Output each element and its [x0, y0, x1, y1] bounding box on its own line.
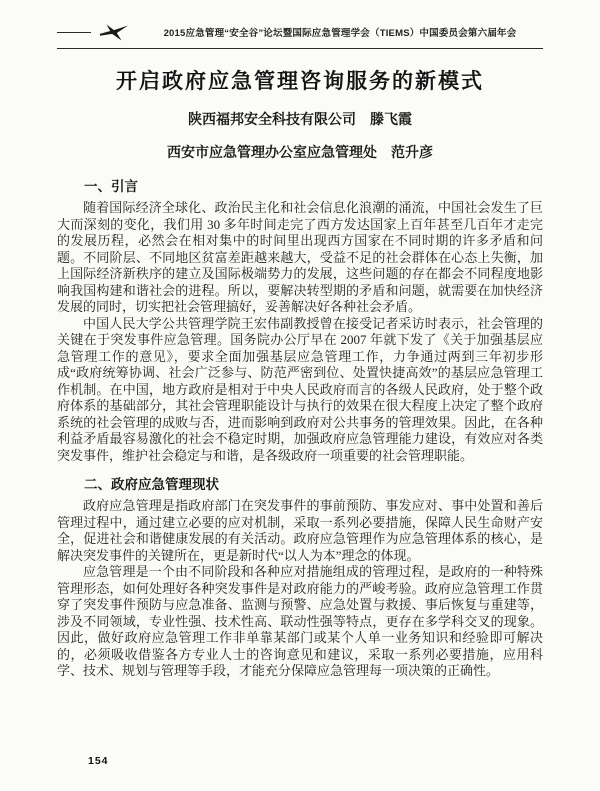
paper-title: 开启政府应急管理咨询服务的新模式 — [116, 70, 484, 93]
header-rule-left — [57, 32, 91, 33]
author-affiliation-1: 陕西福邦安全科技有限公司 滕飞霞 — [188, 111, 412, 127]
conference-name: 2015应急管理“安全谷”论坛暨国际应急管理学会（TIEMS）中国委员会第六届年会 — [163, 28, 517, 39]
section-heading-2: 二、政府应急管理现状 — [84, 477, 219, 492]
page-number: 154 — [88, 755, 109, 767]
page-header — [57, 22, 543, 49]
conference-logo-icon — [98, 22, 130, 42]
paragraph: 政府应急管理是指政府部门在突发事件的事前预防、事发应对、事中处置和善后管理过程中，通过建立必要的应对机制，采取一系列必要措施，保障人民生命财产安全，促进社会和谐健康发展的有关活动。政府应急管理作为应急管理体系的核心，是解决突发事件的关键所在，更是新时代“以人为本”理念的体现。 — [57, 498, 543, 563]
author-affiliation-2: 西安市应急管理办公室应急管理处 范升彦 — [167, 144, 433, 160]
paragraph: 随着国际经济全球化、政治民主化和社会信息化浪潮的涌流，中国社会发生了巨大而深刻的变化，我们用 30 多年时间走完了西方发达国家上百年甚至几百年才走完的发展历程，必然会在相对集中的时间里出现西方国家在不同时期的许多矛盾和问题。不同阶层、不同地区贫富差距越来越大，受益不足的社会群体在心态上失衡，加上国际经济新秩序的建立及国际极端势力的发展，这些问题的存在都会不同程度地影响我国构建和谐社会的进程。所以，要解决转型期的矛盾和问题，就需要在加快经济发展的同时，切实把社会管理搞好，妥善解决好各种社会矛盾。 — [57, 200, 543, 314]
section-heading-1: 一、引言 — [84, 179, 138, 194]
paragraph: 应急管理是一个由不同阶段和各种应对措施组成的管理过程，是政府的一种特殊管理形态，如何处理好各种突发事件是对政府能力的严峻考验。政府应急管理工作贯穿了突发事件预防与应急准备、监测与预警、应急处置与救援、事后恢复与重建等，涉及不同领域，专业性强、技术性高、联动性强等特点，更存在多学科交叉的现象。因此，做好政府应急管理工作非单靠某部门或某个人单一业务知识和经验即可解决的，必须吸收借鉴各方专业人士的咨询意见和建议，采取一系列必要措施，应用科学、技术、规划与管理等手段，才能充分保障应急管理每一项决策的正确性。 — [57, 564, 543, 678]
paragraph: 中国人民大学公共管理学院王宏伟副教授曾在接受记者采访时表示，社会管理的关键在于突发事件应急管理。国务院办公厅早在 2007 年就下发了《关于加强基层应急管理工作的意见》，要求全面加强基层应急管理工作，力争通过两到三年初步形成“政府统筹协调、社会广泛参与、防范严密到位、处置快捷高效”的基层应急管理工作机制。在中国，地方政府是相对于中央人民政府而言的各级人民政府，处于整个政府体系的基础部分，其社会管理职能设计与执行的效果在很大程度上决定了整个政府系统的社会管理的成败与否，进而影响到政府对公共事务的管理效果。因此，在各种利益矛盾最容易激化的社会不稳定时期，加强政府应急管理能力建设，有效应对各类突发事件，维护社会稳定与和谐，是各级政府一项重要的社会管理职能。 — [57, 315, 543, 463]
